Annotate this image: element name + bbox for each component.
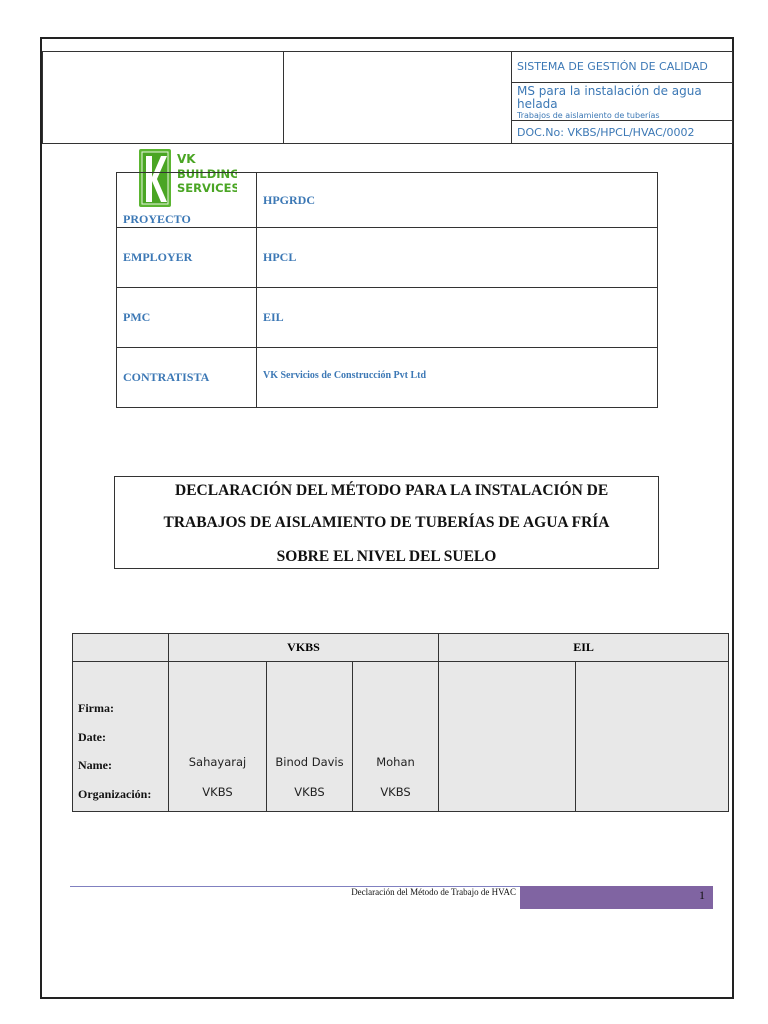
organization-label: Organización:: [78, 787, 152, 801]
contractor-label: CONTRATISTA: [117, 348, 257, 408]
quality-system-label: SISTEMA DE GESTIÓN DE CALIDAD: [512, 52, 733, 83]
document-header: [42, 51, 733, 144]
signature-body-row: [73, 662, 729, 812]
employer-row: [117, 228, 658, 288]
pmc-label: PMC: [117, 288, 257, 348]
signature-header-row: [73, 634, 729, 662]
eil-signatory-cell-1: [439, 662, 576, 812]
eil-group-header: EIL: [439, 634, 729, 662]
footer-text: Declaración del Método de Trabajo de HVAC: [351, 887, 516, 897]
pmc-row: [117, 288, 658, 348]
signatory-name: Mohan: [376, 755, 415, 769]
logo-text-building: BUILDING: [177, 167, 237, 181]
signatory-org: VKBS: [380, 785, 411, 799]
ms-title: MS para la instalación de agua helada: [517, 84, 702, 111]
date-label: Date:: [78, 730, 106, 744]
project-row: [117, 173, 658, 228]
signatory-name: Binod Davis: [275, 755, 344, 769]
title-line-1: DECLARACIÓN DEL MÉTODO PARA LA INSTALACIÓN DE: [175, 482, 609, 499]
vkbs-group-header: VKBS: [169, 634, 439, 662]
contractor-value: VK Servicios de Construcción Pvt Ltd: [257, 348, 658, 408]
signature-labels-cell: [73, 662, 169, 812]
header-blank-cell-1: [43, 52, 284, 144]
footer-page-bar: [520, 886, 713, 909]
employer-value: HPCL: [257, 228, 658, 288]
signatory-cell: [169, 662, 267, 812]
ms-title-cell: [512, 83, 733, 121]
signature-table: [72, 633, 729, 812]
name-label: Name:: [78, 758, 112, 772]
eil-signatory-cell-2: [576, 662, 729, 812]
signatory-org: VKBS: [294, 785, 325, 799]
contractor-row: [117, 348, 658, 408]
signature-header-blank: [73, 634, 169, 662]
signatory-cell: [267, 662, 353, 812]
title-line-2: TRABAJOS DE AISLAMIENTO DE TUBERÍAS DE AGUA FRÍA: [163, 514, 610, 531]
header-blank-cell-2: [284, 52, 512, 144]
title-line-3: SOBRE EL NIVEL DEL SUELO: [276, 548, 497, 565]
signatory-cell: [353, 662, 439, 812]
employer-label: EMPLOYER: [117, 228, 257, 288]
firma-label: Firma:: [78, 701, 114, 715]
signatory-org: VKBS: [202, 785, 233, 799]
project-value: HPGRDC: [257, 173, 658, 228]
document-title-box: [114, 476, 659, 569]
project-label: PROYECTO: [117, 173, 257, 228]
ms-subtitle: Trabajos de aislamiento de tuberías: [517, 111, 660, 120]
pmc-value: EIL: [257, 288, 658, 348]
doc-number: DOC.No: VKBS/HPCL/HVAC/0002: [512, 121, 733, 144]
project-info-table: [116, 172, 658, 408]
logo-text-vk: VK: [177, 152, 196, 166]
logo-text-services: SERVICES: [177, 181, 237, 195]
page-number: 1: [699, 888, 705, 902]
signatory-name: Sahayaraj: [188, 755, 247, 769]
